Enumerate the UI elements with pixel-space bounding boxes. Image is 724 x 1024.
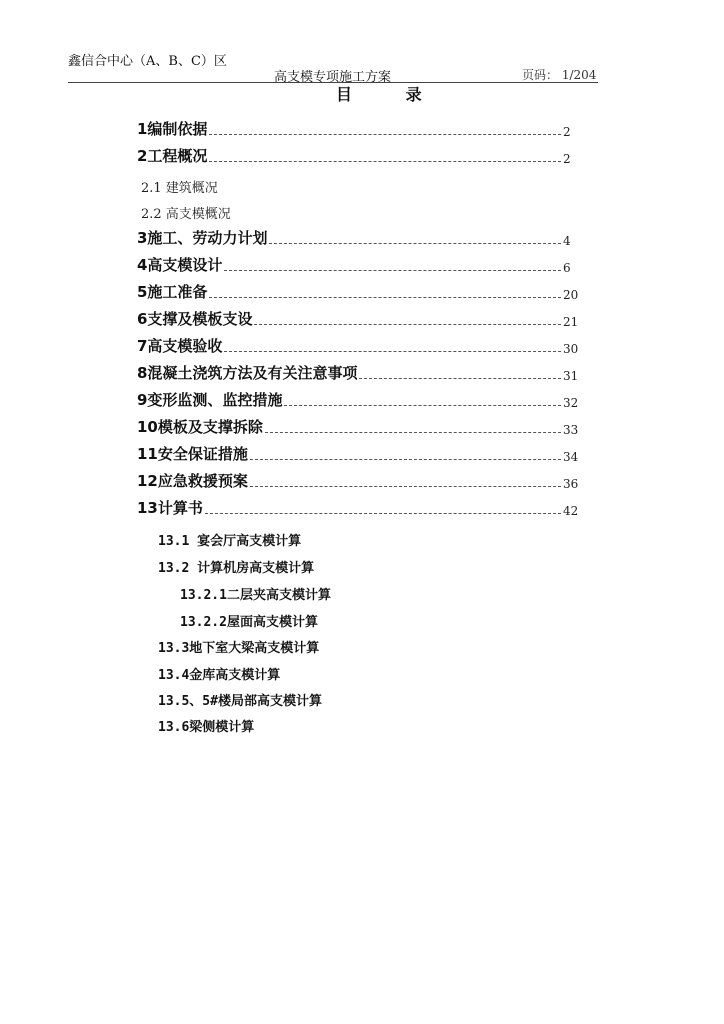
- page-number-label: 页码：: [522, 68, 559, 82]
- toc-entry[interactable]: [137, 417, 579, 437]
- toc-subentry[interactable]: 2.1 建筑概况: [141, 181, 218, 196]
- toc-entry-page: 20: [563, 288, 579, 302]
- toc-entry-page: 34: [563, 450, 579, 464]
- toc-entry-label: 12应急救援预案: [137, 472, 248, 490]
- toc-entry-label: 8混凝土浇筑方法及有关注意事项: [137, 364, 358, 382]
- dot-leader: [205, 513, 561, 514]
- toc-entry-label: 11安全保证措施: [137, 445, 248, 463]
- dot-leader: [209, 134, 561, 135]
- toc-entry[interactable]: [137, 498, 579, 518]
- toc-entry-page: 6: [563, 261, 571, 275]
- toc-entry-label: 5施工准备: [137, 283, 208, 301]
- toc-entry-page: 36: [563, 477, 579, 491]
- toc-entry-label: 10模板及支撑拆除: [137, 418, 263, 436]
- toc-entry-label: 3施工、劳动力计划: [137, 229, 268, 247]
- toc-entry-label: 1编制依据: [137, 120, 208, 138]
- dot-leader: [284, 405, 561, 406]
- toc-entry-label: 2工程概况: [137, 147, 208, 165]
- toc-entry[interactable]: [137, 363, 579, 383]
- toc-entry[interactable]: [137, 471, 579, 491]
- toc-entry[interactable]: [137, 146, 575, 166]
- toc-entry-page: 42: [563, 504, 579, 518]
- toc-entry-label: 4高支模设计: [137, 256, 223, 274]
- dot-leader: [250, 459, 561, 460]
- toc-entry[interactable]: [137, 119, 575, 139]
- toc-entry-label: 9变形监测、监控措施: [137, 391, 283, 409]
- toc-heading: 目 录: [336, 85, 446, 104]
- toc-entry[interactable]: [137, 228, 575, 248]
- toc-subentry[interactable]: 13.2.1二层夹高支模计算: [180, 588, 331, 603]
- toc-entry[interactable]: [137, 309, 579, 329]
- dot-leader: [224, 351, 561, 352]
- toc-entry[interactable]: [137, 255, 575, 275]
- toc-entry-page: 32: [563, 396, 579, 410]
- toc-entry-page: 30: [563, 342, 579, 356]
- toc-subentry[interactable]: 2.2 高支模概况: [141, 207, 231, 222]
- dot-leader: [254, 324, 561, 325]
- toc-subentry[interactable]: 13.3地下室大梁高支模计算: [158, 641, 320, 656]
- dot-leader: [250, 486, 561, 487]
- toc-subentry[interactable]: 13.1 宴会厅高支模计算: [158, 534, 302, 549]
- toc-entry[interactable]: [137, 444, 579, 464]
- toc-entry-page: 33: [563, 423, 579, 437]
- toc-entry-page: 4: [563, 234, 571, 248]
- toc-entry[interactable]: [137, 336, 579, 356]
- dot-leader: [209, 161, 561, 162]
- toc-entry-page: 21: [563, 315, 579, 329]
- toc-entry-label: 13计算书: [137, 499, 203, 517]
- toc-entry[interactable]: [137, 390, 579, 410]
- toc-entry-page: 2: [563, 152, 571, 166]
- document-title: 高支模专项施工方案: [274, 70, 392, 85]
- toc-entry-label: 7高支模验收: [137, 337, 223, 355]
- toc-entry-page: 2: [563, 125, 571, 139]
- project-name: 鑫信合中心（A、B、C）区: [68, 54, 227, 69]
- dot-leader: [224, 270, 561, 271]
- toc-subentry[interactable]: 13.4金库高支模计算: [158, 668, 281, 683]
- toc-subentry[interactable]: 13.2 计算机房高支模计算: [158, 561, 315, 576]
- toc-subentry[interactable]: 13.6梁侧模计算: [158, 720, 255, 735]
- dot-leader: [269, 243, 561, 244]
- dot-leader: [209, 297, 561, 298]
- page-number-value: 1/204: [561, 68, 597, 82]
- dot-leader: [359, 378, 561, 379]
- toc-subentry[interactable]: 13.2.2屋面高支模计算: [180, 615, 318, 630]
- toc-entry-label: 6支撑及模板支设: [137, 310, 253, 328]
- toc-entry-page: 31: [563, 369, 579, 383]
- toc-subentry[interactable]: 13.5、5#楼局部高支模计算: [158, 694, 322, 709]
- dot-leader: [265, 432, 561, 433]
- toc-entry[interactable]: [137, 282, 579, 302]
